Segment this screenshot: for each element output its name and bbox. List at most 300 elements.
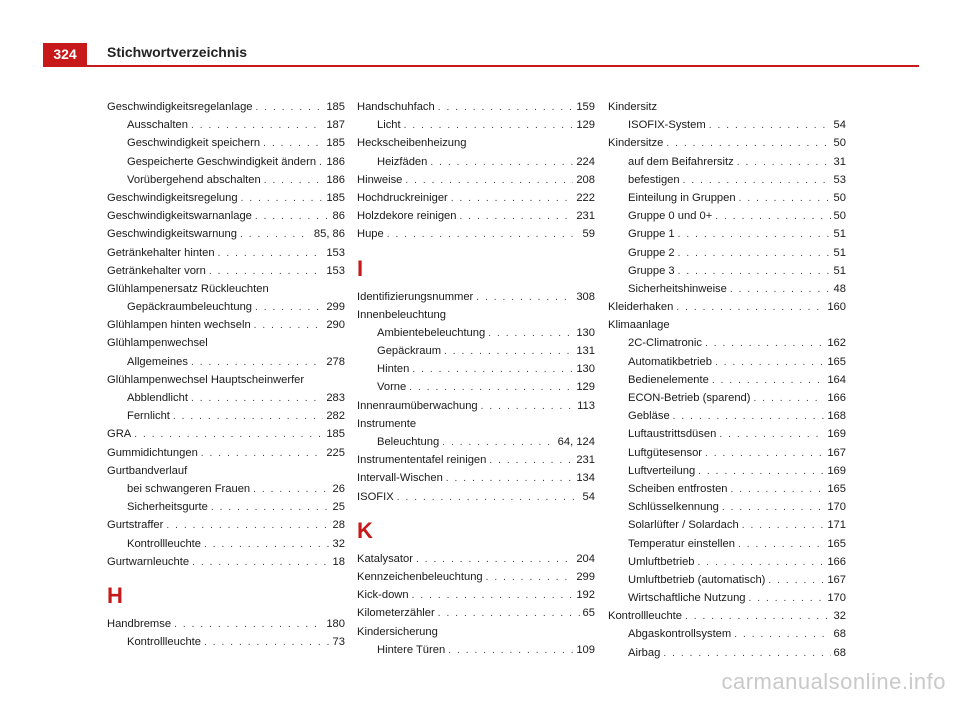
- entry-page-number: 68: [833, 646, 846, 659]
- index-subentry: [357, 641, 595, 659]
- entry-label: Kindersicherung: [357, 625, 438, 638]
- dot-leader: [712, 372, 824, 390]
- dot-leader: [678, 226, 831, 244]
- index-group-g: [107, 98, 345, 571]
- index-entry: [357, 225, 595, 243]
- entry-page-number: 153: [326, 246, 345, 259]
- entry-page-number: 48: [833, 282, 846, 295]
- dot-leader: [240, 226, 311, 244]
- index-entry: [608, 316, 846, 334]
- index-subentry: [608, 480, 846, 498]
- entry-page-number: 299: [326, 301, 345, 314]
- entry-label: Schlüsselkennung: [628, 501, 719, 514]
- index-entry: [107, 244, 345, 262]
- entry-label: Kindersitze: [608, 137, 664, 150]
- entry-label: Gepäckraumbeleuchtung: [127, 301, 253, 314]
- entry-page-number: 185: [326, 137, 345, 150]
- dot-leader: [387, 226, 580, 244]
- index-column-2: [357, 98, 595, 659]
- index-subentry: [107, 298, 345, 316]
- entry-label: Identifizierungsnummer: [357, 290, 474, 303]
- entry-label: Sicherheitshinweise: [628, 282, 727, 295]
- entry-page-number: 185: [326, 191, 345, 204]
- dot-leader: [412, 361, 573, 379]
- entry-label: Gruppe 0 und 0+: [628, 210, 713, 223]
- index-entry: [107, 371, 345, 389]
- entry-page-number: 85, 86: [313, 228, 345, 241]
- index-entry: [357, 98, 595, 116]
- index-entry: [107, 225, 345, 243]
- entry-page-number: 131: [576, 345, 595, 358]
- entry-label: Holzdekore reinigen: [357, 210, 457, 223]
- entry-label: Instrumententafel reinigen: [357, 454, 487, 467]
- dot-leader: [715, 208, 830, 226]
- entry-page-number: 51: [833, 246, 846, 259]
- index-entry: [107, 334, 345, 352]
- index-group-h-continued: [357, 98, 595, 244]
- dot-leader: [705, 445, 824, 463]
- entry-label: Wirtschaftliche Nutzung: [628, 592, 746, 605]
- dot-leader: [730, 281, 831, 299]
- entry-label: Temperatur einstellen: [628, 537, 735, 550]
- entry-label: Vorne: [377, 381, 407, 394]
- entry-label: Licht: [377, 119, 401, 132]
- entry-page-number: 169: [827, 428, 846, 441]
- section-letter-h: H: [107, 582, 123, 608]
- entry-label: Solarlüfter / Solardach: [628, 519, 739, 532]
- entry-label: Geschwindigkeitsregelung: [107, 191, 238, 204]
- dot-leader: [734, 626, 830, 644]
- dot-leader: [255, 299, 323, 317]
- dot-leader: [442, 434, 554, 452]
- dot-leader: [438, 605, 580, 623]
- entry-label: Einteilung in Gruppen: [628, 191, 736, 204]
- entry-label: Luftaustrittsdüsen: [628, 428, 717, 441]
- entry-label: Gurtbandverlauf: [107, 464, 188, 477]
- entry-label: Getränkehalter hinten: [107, 246, 215, 259]
- entry-label: Glühlampenersatz Rückleuchten: [107, 282, 269, 295]
- index-entry: [357, 451, 595, 469]
- entry-page-number: 134: [576, 472, 595, 485]
- index-subentry: [608, 425, 846, 443]
- dot-leader: [218, 245, 324, 263]
- index-subentry: [357, 116, 595, 134]
- entry-label: befestigen: [628, 173, 680, 186]
- dot-leader: [438, 99, 574, 117]
- index-subentry: [608, 171, 846, 189]
- entry-label: Gummidichtungen: [107, 446, 198, 459]
- dot-leader: [204, 536, 330, 554]
- index-subentry: [608, 644, 846, 662]
- index-entry: [357, 171, 595, 189]
- index-subentry: [608, 244, 846, 262]
- index-subentry: [608, 462, 846, 480]
- dot-leader: [409, 379, 573, 397]
- entry-page-number: 32: [332, 537, 345, 550]
- index-subentry: [608, 571, 846, 589]
- entry-page-number: 31: [833, 155, 846, 168]
- index-entry: [107, 207, 345, 225]
- entry-page-number: 224: [576, 155, 595, 168]
- entry-label: Gepäckraum: [377, 345, 442, 358]
- entry-page-number: 18: [332, 555, 345, 568]
- dot-leader: [412, 587, 574, 605]
- page-header: [0, 0, 960, 70]
- dot-leader: [731, 481, 825, 499]
- index-entry: [357, 288, 595, 306]
- entry-label: Glühlampenwechsel: [107, 337, 208, 350]
- entry-label: Innenraumüberwachung: [357, 399, 478, 412]
- dot-leader: [446, 470, 574, 488]
- dot-leader: [739, 190, 831, 208]
- entry-label: Kick-down: [357, 589, 409, 602]
- dot-leader: [209, 263, 323, 281]
- entry-page-number: 299: [576, 570, 595, 583]
- entry-page-number: 59: [582, 228, 595, 241]
- entry-label: ISOFIX-System: [628, 119, 706, 132]
- index-subentry: [357, 153, 595, 171]
- dot-leader: [134, 426, 323, 444]
- entry-label: Abblendlicht: [127, 392, 188, 404]
- entry-page-number: 208: [576, 173, 595, 186]
- dot-leader: [768, 572, 824, 590]
- entry-page-number: 129: [576, 119, 595, 132]
- entry-label: Kindersitz: [608, 101, 658, 113]
- dot-leader: [319, 154, 323, 172]
- entry-label: Hochdruckreiniger: [357, 191, 448, 204]
- dot-leader: [173, 408, 323, 426]
- index-entry: [107, 98, 345, 116]
- entry-page-number: 231: [576, 454, 595, 467]
- entry-label: Ambientebeleuchtung: [377, 326, 486, 339]
- index-group-i: [357, 288, 595, 506]
- entry-label: Kilometerzähler: [357, 607, 435, 620]
- dot-leader: [397, 489, 580, 507]
- dot-leader: [191, 390, 323, 408]
- index-subentry: [107, 389, 345, 407]
- index-subentry: [357, 433, 595, 451]
- entry-label: Instrumente: [357, 417, 417, 430]
- index-entry: [107, 425, 345, 443]
- index-subentry: [608, 116, 846, 134]
- dot-leader: [719, 426, 824, 444]
- entry-label: Glühlampen hinten wechseln: [107, 319, 251, 332]
- dot-leader: [255, 208, 330, 226]
- dot-leader: [753, 390, 824, 408]
- index-entry: [357, 568, 595, 586]
- entry-label: Allgemeines: [127, 355, 188, 368]
- entry-page-number: 50: [833, 191, 846, 204]
- index-entry: [357, 488, 595, 506]
- entry-label: Handschuhfach: [357, 101, 435, 113]
- entry-label: Beleuchtung: [377, 436, 440, 448]
- entry-page-number: 162: [827, 337, 846, 350]
- index-subentry: [107, 134, 345, 152]
- dot-leader: [489, 452, 573, 470]
- index-entry: [357, 623, 595, 641]
- dot-leader: [481, 398, 574, 416]
- entry-label: Gurtstraffer: [107, 519, 164, 532]
- index-subentry: [608, 444, 846, 462]
- entry-label: Vorübergehend abschalten: [127, 173, 261, 186]
- entry-label: Geschwindigkeit speichern: [127, 137, 261, 150]
- index-subentry: [608, 207, 846, 225]
- entry-label: 2C-Climatronic: [628, 337, 702, 350]
- entry-label: Hinweise: [357, 173, 403, 186]
- entry-label: Getränkehalter vorn: [107, 264, 206, 277]
- index-entry: [608, 98, 846, 116]
- entry-page-number: 26: [332, 482, 345, 495]
- index-subentry: [107, 535, 345, 553]
- entry-page-number: 54: [833, 119, 846, 132]
- index-subentry: [608, 353, 846, 371]
- entry-label: Bedienelemente: [628, 373, 709, 386]
- dot-leader: [174, 616, 323, 634]
- entry-page-number: 185: [326, 101, 345, 113]
- index-subentry: [608, 371, 846, 389]
- index-entry: [107, 553, 345, 571]
- entry-label: Airbag: [628, 646, 661, 659]
- entry-page-number: 186: [326, 173, 345, 186]
- index-subentry: [107, 116, 345, 134]
- entry-page-number: 51: [833, 264, 846, 277]
- entry-label: Handbremse: [107, 617, 172, 630]
- entry-page-number: 86: [332, 210, 345, 223]
- index-subentry: [608, 625, 846, 643]
- entry-page-number: 167: [827, 446, 846, 459]
- entry-page-number: 130: [576, 363, 595, 376]
- index-entry: [107, 516, 345, 534]
- entry-page-number: 166: [827, 555, 846, 568]
- index-entry: [357, 189, 595, 207]
- dot-leader: [488, 325, 573, 343]
- entry-page-number: 65: [582, 607, 595, 620]
- entry-page-number: 222: [576, 191, 595, 204]
- entry-label: Gebläse: [628, 410, 670, 423]
- index-group-k-continued: [608, 98, 846, 662]
- entry-label: GRA: [107, 428, 132, 441]
- dot-leader: [738, 536, 824, 554]
- entry-label: Ausschalten: [127, 119, 188, 132]
- entry-page-number: 278: [326, 355, 345, 368]
- dot-leader: [416, 551, 573, 569]
- index-subentry: [608, 280, 846, 298]
- index-column-3: [608, 98, 846, 662]
- entry-label: ISOFIX: [357, 490, 394, 503]
- entry-page-number: 165: [827, 355, 846, 368]
- index-subentry: [107, 633, 345, 651]
- dot-leader: [749, 590, 825, 608]
- entry-page-number: 192: [576, 589, 595, 602]
- entry-label: Glühlampenwechsel Hauptscheinwerfer: [107, 373, 305, 386]
- entry-label: auf dem Beifahrersitz: [628, 155, 734, 168]
- dot-leader: [683, 172, 831, 190]
- page-number-badge: 324: [43, 43, 87, 65]
- dot-leader: [256, 99, 324, 117]
- dot-leader: [685, 608, 831, 626]
- index-column-1: [107, 98, 345, 651]
- entry-label: Gruppe 3: [628, 264, 675, 277]
- entry-page-number: 113: [577, 399, 595, 412]
- entry-page-number: 171: [827, 519, 846, 532]
- dot-leader: [264, 172, 324, 190]
- entry-label: Gespeicherte Geschwindigkeit ändern: [127, 155, 317, 168]
- dot-leader: [678, 263, 831, 281]
- index-entry: [608, 298, 846, 316]
- entry-page-number: 73: [332, 636, 345, 649]
- index-entry: [357, 306, 595, 324]
- entry-label: bei schwangeren Frauen: [127, 482, 251, 495]
- dot-leader: [722, 499, 825, 517]
- index-entry: [357, 134, 595, 152]
- entry-page-number: 168: [827, 410, 846, 423]
- dot-leader: [663, 645, 830, 663]
- entry-page-number: 165: [827, 482, 846, 495]
- index-subentry: [608, 589, 846, 607]
- index-subentry: [608, 153, 846, 171]
- entry-label: Kontrollleuchte: [127, 537, 202, 550]
- entry-label: Kontrollleuchte: [608, 610, 683, 623]
- entry-label: Heizfäden: [377, 155, 428, 168]
- index-subentry: [107, 153, 345, 171]
- entry-page-number: 186: [326, 155, 345, 168]
- index-entry: [357, 469, 595, 487]
- entry-label: Kontrollleuchte: [127, 636, 202, 649]
- entry-label: Scheiben entfrosten: [628, 482, 728, 495]
- dot-leader: [430, 154, 573, 172]
- dot-leader: [444, 343, 573, 361]
- index-entry: [357, 415, 595, 433]
- entry-page-number: 129: [576, 381, 595, 394]
- dot-leader: [666, 135, 830, 153]
- entry-label: Sicherheitsgurte: [127, 501, 208, 514]
- index-subentry: [107, 480, 345, 498]
- dot-leader: [451, 190, 574, 208]
- dot-leader: [241, 190, 324, 208]
- index-entry: [608, 134, 846, 152]
- index-entry: [107, 615, 345, 633]
- dot-leader: [709, 117, 831, 135]
- index-entry: [357, 207, 595, 225]
- entry-label: Geschwindigkeitswarnanlage: [107, 210, 252, 223]
- index-subentry: [608, 262, 846, 280]
- entry-page-number: 283: [326, 392, 345, 404]
- entry-label: Gruppe 2: [628, 246, 675, 259]
- entry-label: Katalysator: [357, 552, 413, 565]
- dot-leader: [486, 569, 574, 587]
- index-entry: [357, 586, 595, 604]
- dot-leader: [715, 354, 824, 372]
- entry-page-number: 187: [326, 119, 345, 132]
- dot-leader: [673, 408, 825, 426]
- index-subentry: [608, 407, 846, 425]
- index-entry: [357, 604, 595, 622]
- entry-page-number: 25: [332, 501, 345, 514]
- entry-page-number: 225: [326, 446, 345, 459]
- entry-label: Gruppe 1: [628, 228, 675, 241]
- entry-label: Geschwindigkeitsregelanlage: [107, 101, 253, 113]
- entry-label: Fernlicht: [127, 410, 170, 423]
- dot-leader: [405, 172, 573, 190]
- entry-label: Kennzeichenbeleuchtung: [357, 570, 483, 583]
- dot-leader: [263, 135, 323, 153]
- entry-label: Geschwindigkeitswarnung: [107, 228, 237, 241]
- index-subentry: [107, 498, 345, 516]
- entry-page-number: 153: [326, 264, 345, 277]
- index-entry: [107, 462, 345, 480]
- entry-label: Automatikbetrieb: [628, 355, 712, 368]
- index-subentry: [107, 353, 345, 371]
- entry-page-number: 109: [576, 643, 595, 656]
- index-subentry: [608, 225, 846, 243]
- entry-page-number: 282: [326, 410, 345, 423]
- dot-leader: [742, 517, 825, 535]
- entry-page-number: 50: [833, 210, 846, 223]
- entry-page-number: 130: [576, 326, 595, 339]
- page-title: Stichwortverzeichnis: [107, 44, 248, 60]
- entry-page-number: 180: [326, 617, 345, 630]
- dot-leader: [676, 299, 824, 317]
- entry-page-number: 160: [827, 301, 846, 314]
- entry-page-number: 164: [827, 373, 846, 386]
- index-entry: [107, 189, 345, 207]
- entry-label: Umluftbetrieb (automatisch): [628, 573, 766, 586]
- entry-label: Umluftbetrieb: [628, 555, 695, 568]
- entry-page-number: 231: [576, 210, 595, 223]
- entry-page-number: 308: [576, 290, 595, 303]
- index-subentry: [357, 360, 595, 378]
- entry-label: Gurtwarnleuchte: [107, 555, 190, 568]
- index-subentry: [608, 553, 846, 571]
- entry-page-number: 32: [833, 610, 846, 623]
- index-subentry: [608, 516, 846, 534]
- dot-leader: [404, 117, 574, 135]
- index-entry: [107, 262, 345, 280]
- dot-leader: [211, 499, 330, 517]
- dot-leader: [191, 354, 323, 372]
- dot-leader: [678, 245, 831, 263]
- entry-page-number: 170: [827, 501, 846, 514]
- entry-page-number: 290: [326, 319, 345, 332]
- index-subentry: [608, 389, 846, 407]
- entry-label: Innenbeleuchtung: [357, 308, 446, 321]
- entry-label: Kleiderhaken: [608, 301, 674, 314]
- entry-page-number: 50: [833, 137, 846, 150]
- entry-page-number: 167: [827, 573, 846, 586]
- dot-leader: [166, 517, 329, 535]
- index-entry: [608, 607, 846, 625]
- entry-page-number: 53: [833, 173, 846, 186]
- index-subentry: [608, 498, 846, 516]
- index-entry: [107, 280, 345, 298]
- index-subentry: [357, 342, 595, 360]
- dot-leader: [737, 154, 831, 172]
- entry-page-number: 165: [827, 537, 846, 550]
- index-subentry: [357, 378, 595, 396]
- watermark: carmanualsonline.info: [721, 669, 946, 694]
- entry-label: Klimaanlage: [608, 319, 670, 332]
- entry-page-number: 170: [827, 592, 846, 605]
- dot-leader: [460, 208, 574, 226]
- entry-page-number: 169: [827, 464, 846, 477]
- entry-page-number: 159: [576, 101, 595, 113]
- dot-leader: [201, 445, 324, 463]
- entry-label: Intervall-Wischen: [357, 472, 443, 485]
- header-divider: [43, 65, 919, 67]
- index-entry: [357, 550, 595, 568]
- index-subentry: [608, 334, 846, 352]
- dot-leader: [698, 463, 824, 481]
